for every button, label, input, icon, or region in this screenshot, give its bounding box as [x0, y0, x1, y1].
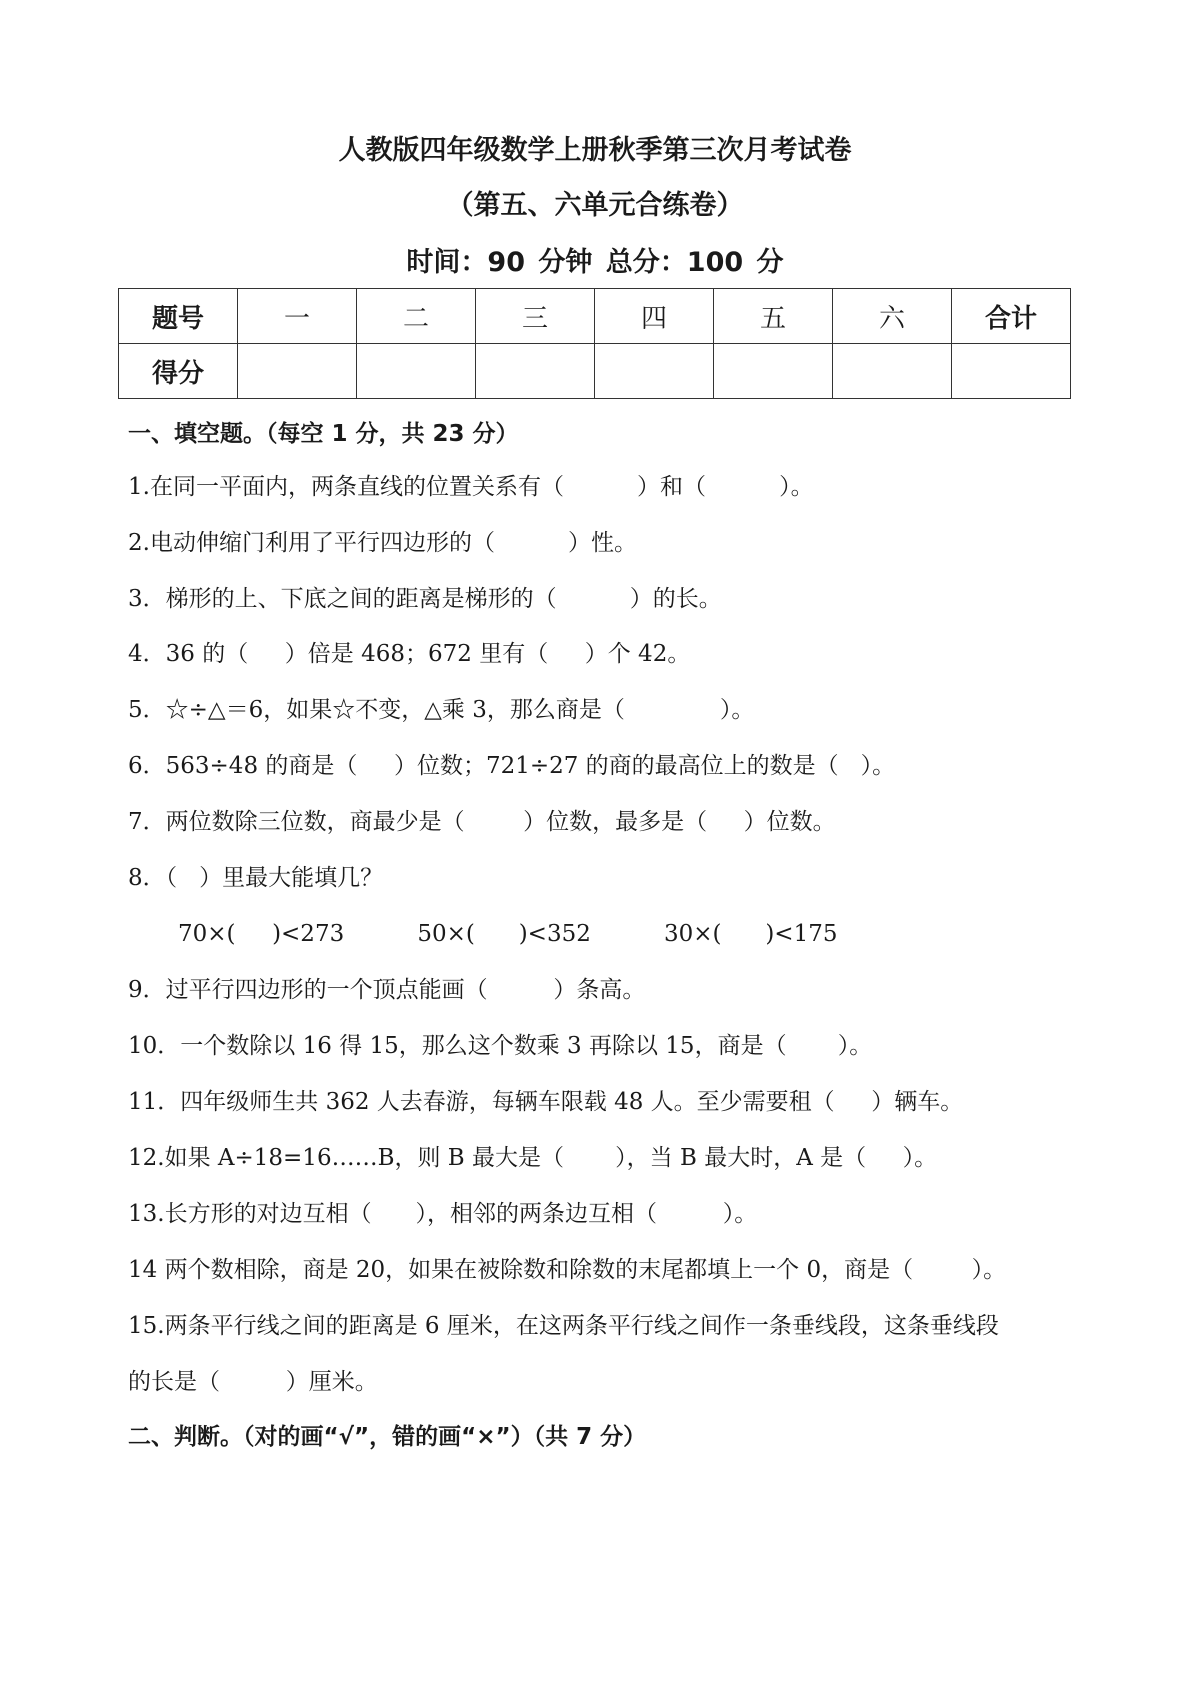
question-item: 14 两个数相除，商是 20，如果在被除数和除数的末尾都填上一个 0，商是（ ）。 — [128, 1257, 1007, 1283]
exam-meta: 时间：90 分钟 总分：100 分 — [406, 247, 784, 278]
table-cell: 题号 — [119, 289, 238, 344]
table-cell: 合计 — [952, 289, 1071, 344]
question-item: 11．四年级师生共 362 人去春游，每辆车限载 48 人。至少需要租（ ）辆车。 — [128, 1089, 964, 1115]
score-cell — [833, 344, 952, 399]
score-table — [118, 288, 1071, 399]
question-item: 12.如果 A÷18=16……B，则 B 最大是（ ），当 B 最大时，A 是（ ）。 — [128, 1145, 938, 1171]
question-item: 9．过平行四边形的一个顶点能画（ ）条高。 — [128, 977, 646, 1003]
score-cell — [595, 344, 714, 399]
question-item: 10．一个数除以 16 得 15，那么这个数乘 3 再除以 15，商是（ ）。 — [128, 1033, 873, 1059]
question-item: 1.在同一平面内，两条直线的位置关系有（ ）和（ ）。 — [128, 474, 814, 500]
question-item: 4．36 的（ ）倍是 468；672 里有（ ）个 42。 — [128, 641, 691, 667]
exam-subtitle: （第五、六单元合练卷） — [446, 190, 744, 221]
question-item: 8．（ ）里最大能填几？ — [128, 865, 384, 891]
exam-title: 人教版四年级数学上册秋季第三次月考试卷 — [338, 135, 852, 166]
question-continuation: 的长是（ ）厘米。 — [128, 1369, 378, 1395]
score-cell — [952, 344, 1071, 399]
score-cell — [714, 344, 833, 399]
question-item: 3．梯形的上、下底之间的距离是梯形的（ ）的长。 — [128, 586, 722, 612]
table-cell: 六 — [833, 289, 952, 344]
question-item: 6．563÷48 的商是（ ）位数；721÷27 的商的最高位上的数是（ ）。 — [128, 753, 896, 779]
section-heading: 二、判断。（对的画“√”，错的画“×”）（共 7 分） — [128, 1424, 647, 1450]
table-cell: 二 — [357, 289, 476, 344]
question-item: 5．☆÷△＝6，如果☆不变，△乘 3，那么商是（ ）。 — [128, 697, 755, 723]
question-item: 2.电动伸缩门利用了平行四边形的（ ）性。 — [128, 530, 638, 556]
table-cell: 四 — [595, 289, 714, 344]
table-row — [119, 344, 1071, 399]
score-cell — [238, 344, 357, 399]
question-subline: 70×( )<273 50×( )<352 30×( )<175 — [178, 921, 838, 947]
score-cell — [476, 344, 595, 399]
question-item: 7．两位数除三位数，商最少是（ ）位数，最多是（ ）位数。 — [128, 809, 836, 835]
table-cell: 得分 — [119, 344, 238, 399]
section-heading: 一、填空题。（每空 1 分，共 23 分） — [128, 421, 519, 447]
table-cell: 三 — [476, 289, 595, 344]
table-cell: 五 — [714, 289, 833, 344]
score-cell — [357, 344, 476, 399]
question-item: 13.长方形的对边互相（ ），相邻的两条边互相（ ）。 — [128, 1201, 758, 1227]
question-item: 15.两条平行线之间的距离是 6 厘米，在这两条平行线之间作一条垂线段，这条垂线段 — [128, 1313, 999, 1339]
table-row — [119, 289, 1071, 344]
table-cell: 一 — [238, 289, 357, 344]
